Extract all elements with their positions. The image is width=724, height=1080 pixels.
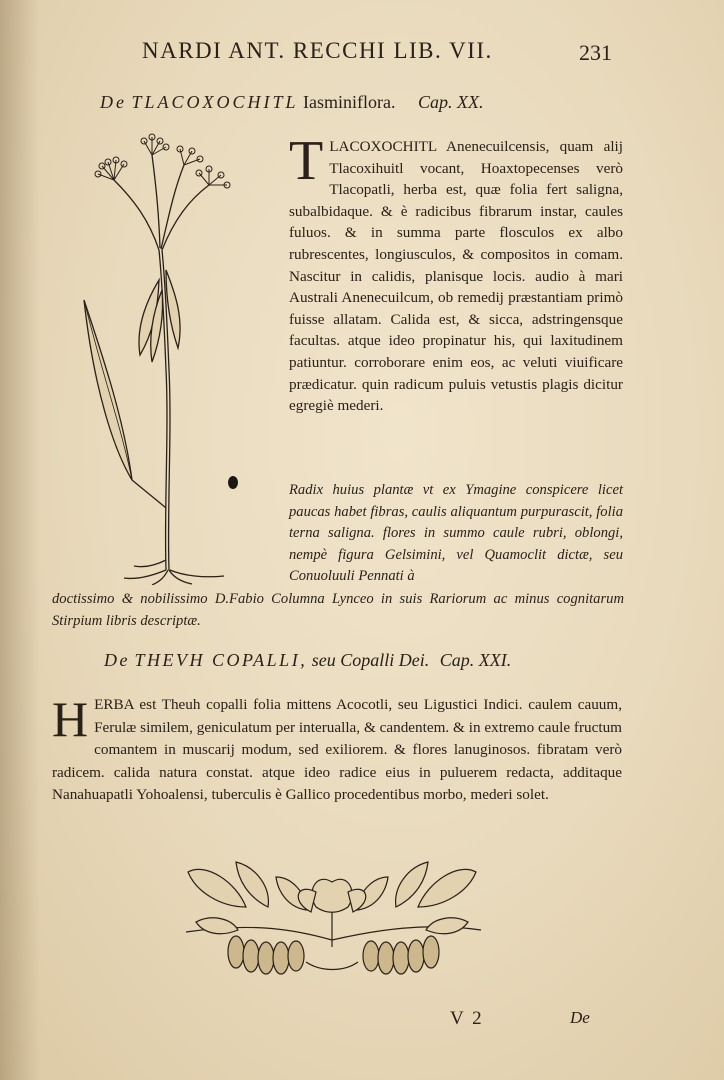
chapter1-title-descr: Iasminiflora.: [303, 92, 396, 112]
chapter2-text: ERBA est Theuh copalli folia mittens Acocotli, seu Ligustici Indici. caulem cauum, Ferulæ similem, geniculatum per interualla, & candentem. & in extremo caule fructum comantem in muscarij modum, sed exiliorem. & flores lanuginosos. fibratam verò radicem. calida natura constat. atque ideo radice eius in puluerem redacta, additaque Nanahuapatli Yohoalensi, tuberculis è Gallico procedentibus morbo, mederi solet.: [52, 696, 622, 803]
chapter2-title-cap: Cap. XXI.: [439, 650, 512, 670]
chapter1-text: LACOXOCHITL Anenecuilcensis, quam alij Tlacoxihuitl vocant, Hoaxtopecenses verò Tlacopatli, herba est, quæ folia fert saligna, subalbidaque. & è radicibus fibrarum instar, caules fuluos. & in summa parte flosculos ex albo rubrescentes, longiusculos, & compositos in comam. Nascitur in calidis, planisque locis. audio à mari Australi Anenecuilcum, ob remedij præstantiam primò fuisse allatam. Calida est, & sicca, adstringensque facultas. atque ideo propinatur his, qui laxitudinem patiuntur. corroborare enim eos, ac veluti viuificare prædicatur. quin radicum puluis vetustis plagis dicitur egregiè mederi.: [289, 138, 623, 415]
chapter1-body: [289, 130, 623, 417]
chapter1-title-cap: Cap. XX.: [418, 92, 484, 112]
chapter1-note: Radix huius plantæ vt ex Ymagine conspicere licet paucas habet fibras, caulis aliquantum purpurascit, folia terna saligna. flores in summo caule rubri, oblongi, nempè figura Gelsimini, vel Quamoclit dictæ, seu Conuoluuli Pennati à: [289, 482, 623, 584]
chapter1-title-name: TLACOXOCHITL: [131, 92, 299, 112]
chapter1-title: [100, 92, 484, 113]
chapter1-dropcap: T: [289, 130, 324, 192]
catchword: De: [570, 1008, 590, 1027]
signature-mark: V 2: [450, 1008, 484, 1029]
running-title: NARDI ANT. RECCHI LIB. VII.: [142, 38, 493, 63]
theuh-copalli-illustration: [176, 852, 488, 980]
page-gutter-shadow: [0, 0, 40, 1080]
chapter2-dropcap: H: [52, 691, 89, 747]
chapter2-title: [104, 650, 511, 671]
ink-blot: [228, 476, 238, 489]
chapter1-title-prefix: De: [100, 92, 127, 112]
tlacoxochitl-plant-illustration: [74, 130, 264, 585]
chapter2-title-name: THEVH COPALLI,: [134, 650, 308, 670]
chapter1-note-continued: doctissimo & nobilissimo D.Fabio Columna Lynceo in suis Rariorum ac minus cognitarum Stirpium libris descriptæ.: [52, 591, 624, 629]
chapter2-title-prefix: De: [104, 650, 130, 670]
page-number: 231: [579, 40, 612, 65]
chapter2-body: [52, 691, 622, 807]
chapter2-title-descr: seu Copalli Dei.: [311, 650, 430, 670]
